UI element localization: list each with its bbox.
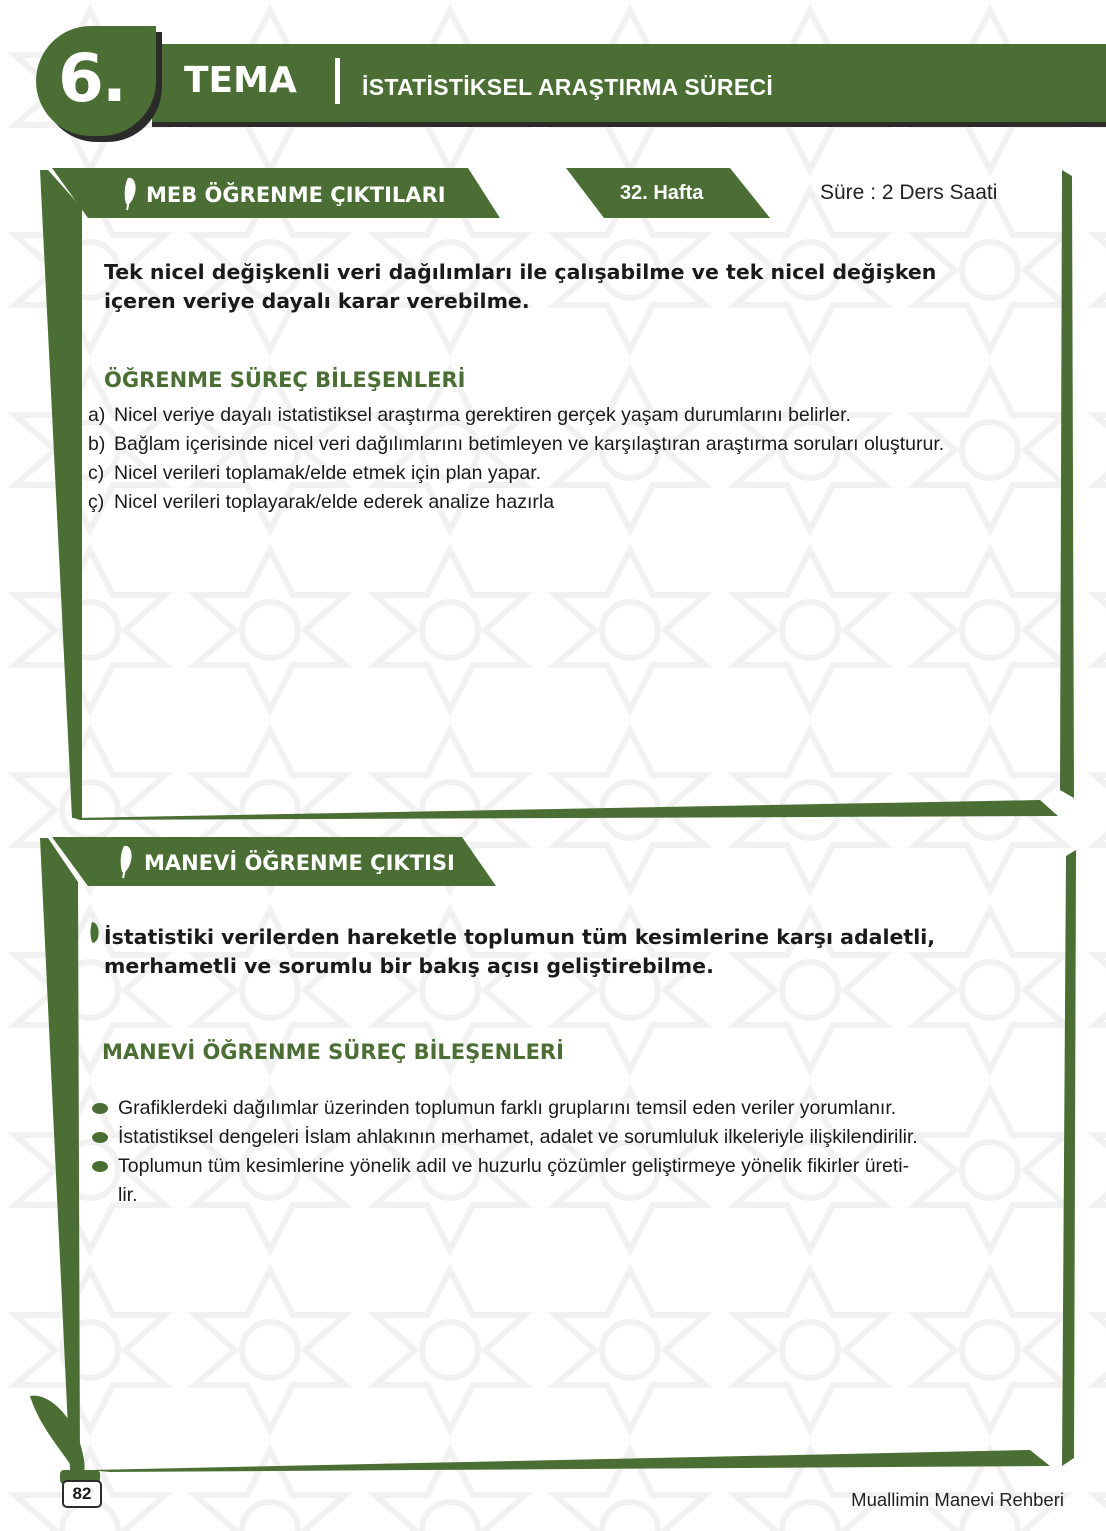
list-marker: b) xyxy=(88,433,106,455)
meb-outcome-line2: içeren veriye dayalı karar verebilme. xyxy=(104,289,530,313)
list-item xyxy=(88,430,1058,459)
section2-left-border xyxy=(40,838,80,1470)
bullet-dot-icon xyxy=(90,1094,118,1123)
section1-tab-label: MEB ÖĞRENME ÇIKTILARI xyxy=(146,183,446,207)
meb-outcome-line1: Tek nicel değişkenli veri dağılımları ile çalışabilme ve tek nicel değişken xyxy=(104,260,937,284)
section2-tab-label: MANEVİ ÖĞRENME ÇIKTISI xyxy=(144,851,455,875)
list-item-text: Toplumun tüm kesimlerine yönelik adil ve huzurlu çözümler geliştirmeye yönelik fikirler üreti- lir. xyxy=(118,1155,910,1206)
section2-bottom-border xyxy=(90,1450,1050,1472)
components-list xyxy=(88,401,1058,517)
section1-right-border xyxy=(1060,170,1074,798)
theme-title: İSTATİSTİKSEL ARAŞTIRMA SÜRECİ xyxy=(362,74,774,100)
list-marker: c) xyxy=(88,462,105,484)
list-item xyxy=(90,1152,1040,1210)
week-label: 32. Hafta xyxy=(620,182,704,204)
list-item xyxy=(90,1123,1040,1152)
list-item xyxy=(88,459,1058,488)
list-item xyxy=(90,1094,1040,1123)
spiritual-outcome-line1: İstatistiki verilerden hareketle toplumun tüm kesimlerine karşı adaletli, xyxy=(104,925,936,949)
list-item-text: Bağlam içerisinde nicel veri dağılımlarını betimleyen ve karşılaştıran araştırma soruları oluşturur. xyxy=(114,433,945,455)
theme-label: TEMA xyxy=(184,60,297,101)
duration-label: Süre : 2 Ders Saati xyxy=(820,181,998,204)
spiritual-outcome xyxy=(104,923,1004,981)
meb-outcome xyxy=(104,258,1004,316)
spiritual-components-list xyxy=(90,1094,1040,1210)
list-item-text: Nicel verileri toplamak/elde etmek için plan yapar. xyxy=(114,462,542,484)
spiritual-components-heading: MANEVİ ÖĞRENME SÜREÇ BİLEŞENLERİ xyxy=(102,1040,564,1064)
list-item-text: İstatistiksel dengeleri İslam ahlakının merhamet, adalet ve sorumluluk ilkeleriyle ilişkilendirilir. xyxy=(118,1126,918,1148)
section1-left-border xyxy=(40,170,82,818)
section2-right-border xyxy=(1062,850,1076,1466)
section1-bottom-border xyxy=(74,800,1058,820)
list-item xyxy=(88,401,1058,430)
list-marker: ç) xyxy=(88,491,105,513)
page-number: 82 xyxy=(62,1480,102,1508)
list-marker: a) xyxy=(88,404,106,426)
list-item xyxy=(88,488,1058,517)
bullet-dot-icon xyxy=(90,1152,118,1210)
bullet-dot-icon xyxy=(90,1123,118,1152)
list-item-text: Nicel verileri toplayarak/elde ederek analize hazırla xyxy=(114,491,555,513)
list-item-text: Nicel veriye dayalı istatistiksel araştırma gerektiren gerçek yaşam durumlarını belirler. xyxy=(114,404,851,426)
book-title: Muallimin Manevi Rehberi xyxy=(851,1489,1064,1510)
spiritual-outcome-line2: merhametli ve sorumlu bir bakış açısı geliştirebilme. xyxy=(104,954,714,978)
quill-inkpot-icon xyxy=(30,1396,100,1484)
feather-icon xyxy=(91,922,99,943)
components-heading: ÖĞRENME SÜREÇ BİLEŞENLERİ xyxy=(104,368,466,392)
theme-number: 6. xyxy=(58,40,125,117)
list-item-text: Grafiklerdeki dağılımlar üzerinden toplumun farklı gruplarını temsil eden veriler yorumlanır. xyxy=(118,1097,897,1119)
